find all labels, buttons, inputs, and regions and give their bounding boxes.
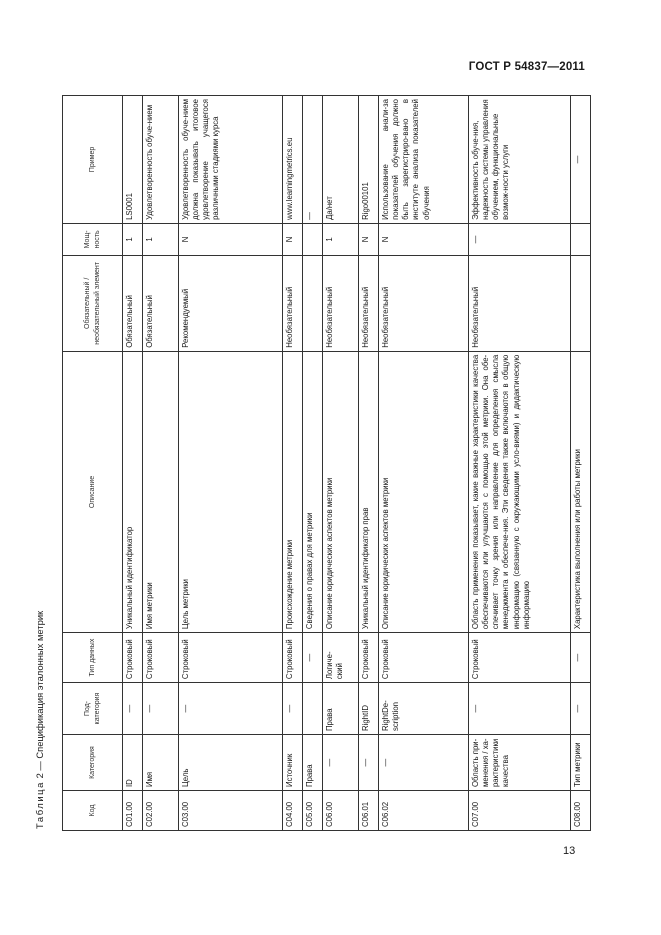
cell-description: Происхождение метрики: [283, 351, 303, 632]
metrics-spec-table: [62, 95, 591, 831]
cell-required: Обязательный: [123, 255, 143, 351]
caption-number: 2: [34, 773, 45, 779]
cell-description: Уникальный идентификатор прав: [359, 351, 379, 632]
cell-datatype: Логиче-ский: [323, 633, 359, 683]
cell-category: —: [323, 735, 359, 791]
cell-subcategory: —: [283, 683, 303, 735]
cell-description: Цель метрики: [179, 351, 283, 632]
table-row: [359, 96, 379, 831]
cell-datatype: Строковый: [179, 633, 283, 683]
standard-designation: ГОСТ Р 54837—2011: [468, 61, 585, 73]
cell-description: Описание юридических аспектов метрики: [379, 351, 469, 632]
cell-subcategory: —: [469, 683, 571, 735]
cell-description: Имя метрики: [143, 351, 179, 632]
cell-description: Уникальный идентификатор: [123, 351, 143, 632]
cell-example: Да/нет: [323, 96, 359, 224]
table-row: [123, 96, 143, 831]
table-row: [283, 96, 303, 831]
cell-example: —: [571, 96, 591, 224]
cell-code: C06.02: [379, 791, 469, 831]
table-header-row: [63, 96, 123, 831]
cell-datatype: Строковый: [143, 633, 179, 683]
cell-code: C01.00: [123, 791, 143, 831]
cell-required: Необязательный: [469, 255, 571, 351]
cell-required: Необязательный: [359, 255, 379, 351]
cell-cardinality: 1: [123, 223, 143, 255]
cell-category: Цель: [179, 735, 283, 791]
cell-code: C03.00: [179, 791, 283, 831]
table-row: [303, 96, 323, 831]
cell-example: Использование анали-за показателей обучения должно быть зарегистриро-вано в институте анализа показателей обучения: [379, 96, 469, 224]
cell-cardinality: N: [283, 223, 303, 255]
cell-datatype: —: [571, 633, 591, 683]
cell-subcategory: RightDe-scription: [379, 683, 469, 735]
cell-example: LS0001: [123, 96, 143, 224]
rotated-table-area: [34, 95, 582, 831]
cell-category: Источник: [283, 735, 303, 791]
table-row: [469, 96, 571, 831]
table-row: [143, 96, 179, 831]
cell-required: Рекомендуемый: [179, 255, 283, 351]
cell-cardinality: [303, 223, 323, 255]
page-number: 13: [563, 845, 576, 857]
table-row: [179, 96, 283, 831]
header-code: Код: [63, 791, 123, 831]
caption-prefix: Таблица: [34, 781, 45, 829]
cell-description: Область применения показывает, какие важные характеристики качества обеспечиваются или улучшаются с помощью этой метрики. Она обе-спечивает точку зрения или направление для определения смысла менеджмента и обеспече-ния. Эти сведения также включаются в общую информацию (связанную с окружающими усло-виями) и дидактическую информацию: [469, 351, 571, 632]
cell-datatype: Строковый: [283, 633, 303, 683]
cell-required: [571, 255, 591, 351]
cell-cardinality: 1: [323, 223, 359, 255]
cell-example: Эффективность обуче-ния, надежность системы управления обучением, функциональные возмож-ности услуги: [469, 96, 571, 224]
header-datatype: Тип данных: [63, 633, 123, 683]
cell-required: Необязательный: [283, 255, 303, 351]
cell-category: Тип метрики: [571, 735, 591, 791]
cell-example: Rigo00101: [359, 96, 379, 224]
cell-cardinality: N: [359, 223, 379, 255]
header-required: Обязательный / необязательный элемент: [63, 255, 123, 351]
cell-subcategory: —: [143, 683, 179, 735]
cell-subcategory: RightID: [359, 683, 379, 735]
cell-required: Необязательный: [379, 255, 469, 351]
header-category: Категория: [63, 735, 123, 791]
cell-cardinality: [571, 223, 591, 255]
cell-required: Необязательный: [323, 255, 359, 351]
cell-category: Область при-менения / ха-рактеристики качества: [469, 735, 571, 791]
cell-example: www.learningmetrics.eu: [283, 96, 303, 224]
cell-category: ID: [123, 735, 143, 791]
cell-datatype: Строковый: [469, 633, 571, 683]
cell-required: [303, 255, 323, 351]
rotated-content: [34, 95, 582, 831]
cell-cardinality: 1: [143, 223, 179, 255]
cell-code: C05.00: [303, 791, 323, 831]
cell-code: C06.01: [359, 791, 379, 831]
cell-code: C06.00: [323, 791, 359, 831]
cell-datatype: Строковый: [379, 633, 469, 683]
cell-subcategory: —: [571, 683, 591, 735]
header-cardinality: Мощ-ность: [63, 223, 123, 255]
cell-code: C07.00: [469, 791, 571, 831]
table-row: [379, 96, 469, 831]
cell-code: C02.00: [143, 791, 179, 831]
cell-cardinality: N: [179, 223, 283, 255]
cell-subcategory: —: [123, 683, 143, 735]
cell-category: Имя: [143, 735, 179, 791]
header-subcategory: Под-категория: [63, 683, 123, 735]
cell-cardinality: N: [379, 223, 469, 255]
cell-category: Права: [303, 735, 323, 791]
cell-datatype: —: [303, 633, 323, 683]
cell-example: Удовлетворенность обуче-нием должна показывать итоговое удовлетворение учащегося различными стадиями курса: [179, 96, 283, 224]
cell-example: Удовлетворенность обуче-нием: [143, 96, 179, 224]
cell-category: —: [359, 735, 379, 791]
header-description: Описание: [63, 351, 123, 632]
cell-datatype: Строковый: [359, 633, 379, 683]
cell-description: Описание юридических аспектов метрики: [323, 351, 359, 632]
cell-description: Сведения о правах для метрики: [303, 351, 323, 632]
caption-text: — Спецификация эталонных метрик: [34, 610, 45, 774]
cell-subcategory: Права: [323, 683, 359, 735]
cell-category: —: [379, 735, 469, 791]
cell-required: Обязательный: [143, 255, 179, 351]
cell-subcategory: —: [179, 683, 283, 735]
cell-example: —: [303, 96, 323, 224]
cell-code: C04.00: [283, 791, 303, 831]
cell-datatype: Строковый: [123, 633, 143, 683]
cell-description: Характеристика выполнения или работы метрики: [571, 351, 591, 632]
cell-subcategory: [303, 683, 323, 735]
cell-cardinality: —: [469, 223, 571, 255]
table-row: [571, 96, 591, 831]
table-caption: [34, 611, 45, 829]
table-row: [323, 96, 359, 831]
header-example: Пример: [63, 96, 123, 224]
cell-code: C08.00: [571, 791, 591, 831]
